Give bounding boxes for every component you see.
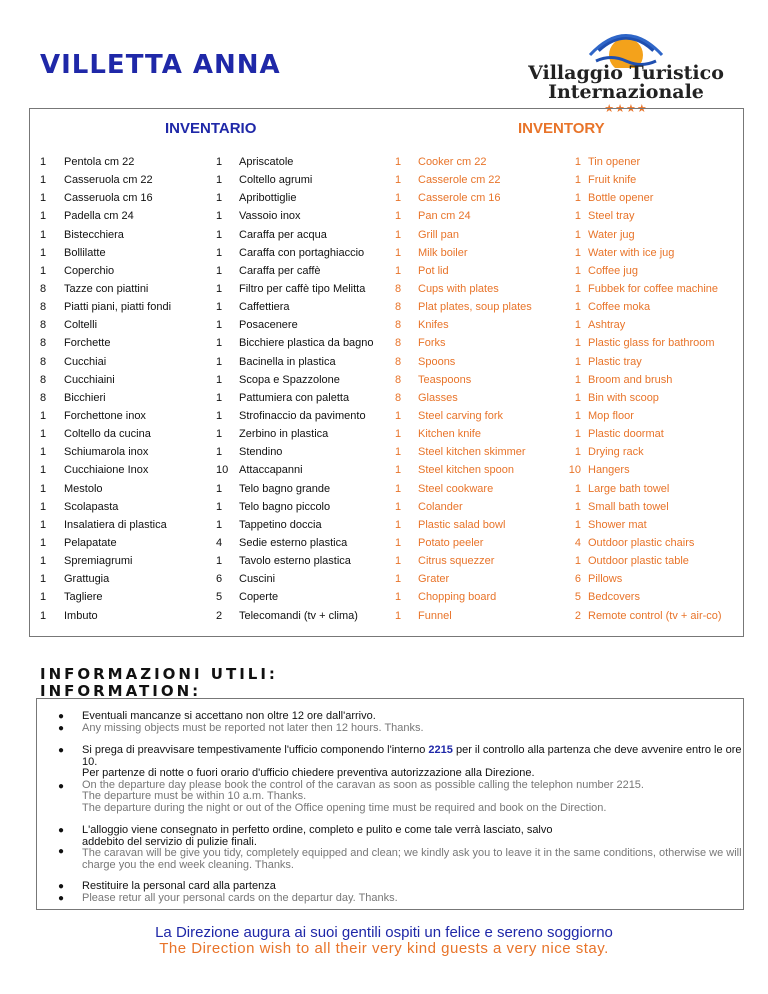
- inventory-row: [40, 588, 740, 606]
- qty-en-col1: 1: [395, 409, 402, 422]
- qty-it-col1: 1: [40, 555, 47, 568]
- note2-en-a: On the departure day please book the control of the caravan as soon as possible calling the telephon number 2215.: [82, 778, 644, 791]
- qty-it-col1: 1: [40, 482, 47, 495]
- item-en-col2: Bottle opener: [588, 192, 654, 205]
- qty-en-col1: 1: [395, 264, 402, 277]
- qty-it-col2: 1: [216, 210, 223, 223]
- qty-it-col2: 1: [216, 319, 223, 332]
- qty-it-col1: 1: [40, 500, 47, 513]
- inventory-row: [40, 552, 740, 570]
- qty-en-col2: 1: [574, 282, 581, 295]
- qty-en-col2: 4: [574, 536, 581, 549]
- item-en-col2: Outdoor plastic chairs: [588, 536, 695, 549]
- qty-en-col2: 1: [574, 246, 581, 259]
- inventory-row: [40, 298, 740, 316]
- qty-en-col1: 1: [395, 464, 402, 477]
- bullet-icon: ●: [58, 893, 65, 904]
- item-it-col2: Bacinella in plastica: [239, 355, 336, 368]
- qty-it-col1: 1: [40, 446, 47, 459]
- item-it-col1: Padella cm 24: [64, 210, 134, 223]
- qty-en-col2: 1: [574, 337, 581, 350]
- item-it-col1: Bicchieri: [64, 391, 106, 404]
- item-en-col1: Milk boiler: [418, 246, 468, 259]
- item-en-col2: Hangers: [588, 464, 630, 477]
- qty-it-col1: 8: [40, 319, 47, 332]
- inventario-heading: INVENTARIO: [165, 120, 257, 137]
- qty-it-col2: 1: [216, 446, 223, 459]
- qty-en-col1: 1: [395, 428, 402, 441]
- qty-en-col2: 10: [568, 464, 581, 477]
- item-en-col1: Grill pan: [418, 228, 459, 241]
- item-it-col2: Cuscini: [239, 573, 276, 586]
- item-it-col2: Scopa e Spazzolone: [239, 373, 340, 386]
- inventory-row: [40, 498, 740, 516]
- note3-it-b: addebito del servizio di pulizie finali.: [82, 835, 257, 848]
- note4-it: Restituire la personal card alla partenza: [82, 880, 276, 892]
- item-en-col1: Spoons: [418, 355, 456, 368]
- qty-it-col2: 1: [216, 228, 223, 241]
- item-it-col1: Cucchiaione Inox: [64, 464, 149, 477]
- bullet-icon: ●: [58, 723, 65, 734]
- qty-it-col2: 1: [216, 355, 223, 368]
- qty-en-col1: 8: [395, 282, 402, 295]
- item-en-col2: Remote control (tv + air-co): [588, 609, 722, 622]
- item-en-col2: Fubbek for coffee machine: [588, 282, 719, 295]
- item-it-col1: Casseruola cm 16: [64, 192, 153, 205]
- qty-en-col1: 8: [395, 301, 402, 314]
- item-en-col2: Pillows: [588, 573, 623, 586]
- item-it-col1: Tazze con piattini: [64, 282, 149, 295]
- qty-en-col1: 1: [395, 192, 402, 205]
- item-en-col2: Water jug: [588, 228, 635, 241]
- item-it-col2: Apribottiglie: [239, 192, 297, 205]
- qty-it-col2: 1: [216, 192, 223, 205]
- qty-it-col1: 1: [40, 536, 47, 549]
- qty-it-col1: 8: [40, 373, 47, 386]
- inventory-row: [40, 516, 740, 534]
- inventory-row: [40, 425, 740, 443]
- item-en-col1: Knifes: [418, 319, 449, 332]
- qty-en-col1: 1: [395, 500, 402, 513]
- qty-en-col1: 1: [395, 555, 402, 568]
- item-it-col1: Coltello da cucina: [64, 428, 151, 441]
- item-en-col1: Teaspoons: [418, 373, 472, 386]
- item-en-col2: Plastic tray: [588, 355, 642, 368]
- item-en-col1: Colander: [418, 500, 463, 513]
- item-it-col2: Coperte: [239, 591, 279, 604]
- qty-it-col1: 1: [40, 246, 47, 259]
- qty-it-col2: 1: [216, 174, 223, 187]
- inventory-row: [40, 353, 740, 371]
- item-en-col2: Shower mat: [588, 518, 647, 531]
- qty-en-col2: 2: [574, 609, 581, 622]
- item-en-col1: Plat plates, soup plates: [418, 301, 532, 314]
- note3-it-a: L'alloggio viene consegnato in perfetto ordine, completo e pulito e come tale verrà lasciato, salvo: [82, 824, 553, 836]
- item-en-col2: Bin with scoop: [588, 391, 659, 404]
- item-en-col2: Plastic doormat: [588, 428, 664, 441]
- note1-en: Any missing objects must be reported not later then 12 hours. Thanks.: [82, 721, 424, 734]
- note2-en-b: The departure must be within 10 a.m. Thanks.: [82, 790, 307, 802]
- item-it-col2: Attaccapanni: [239, 464, 303, 477]
- item-it-col2: Caffettiera: [239, 301, 290, 314]
- bullet-icon: ●: [58, 711, 65, 722]
- qty-en-col1: 1: [395, 246, 402, 259]
- qty-it-col2: 1: [216, 337, 223, 350]
- info-title-it: INFORMAZIONI UTILI:: [40, 665, 278, 683]
- inventory-row: [40, 189, 740, 207]
- item-it-col1: Grattugia: [64, 573, 110, 586]
- qty-en-col2: 1: [574, 409, 581, 422]
- qty-it-col1: 8: [40, 337, 47, 350]
- item-en-col1: Cooker cm 22: [418, 156, 487, 168]
- qty-it-col2: 10: [216, 464, 229, 477]
- qty-en-col1: 1: [395, 591, 402, 604]
- qty-en-col2: 1: [574, 156, 581, 168]
- inventory-row: [40, 262, 740, 280]
- qty-en-col2: 1: [574, 518, 581, 531]
- inventory-row: [40, 171, 740, 189]
- note2-it-b: per il controllo alla partenza che deve avvenire entro le ore 10.: [82, 744, 742, 768]
- qty-en-col1: 1: [395, 446, 402, 459]
- qty-en-col2: 1: [574, 482, 581, 495]
- item-en-col2: Large bath towel: [588, 482, 670, 495]
- qty-it-col2: 1: [216, 409, 223, 422]
- item-en-col1: Steel cookware: [418, 482, 494, 495]
- qty-it-col2: 6: [216, 573, 223, 586]
- item-en-col1: Kitchen knife: [418, 428, 481, 441]
- bullet-icon: ●: [58, 825, 65, 836]
- footer-en: The Direction wish to all their very kind guests a very nice stay.: [159, 940, 609, 957]
- qty-it-col1: 8: [40, 282, 47, 295]
- qty-it-col1: 8: [40, 301, 47, 314]
- qty-en-col1: 1: [395, 228, 402, 241]
- item-it-col2: Telo bagno piccolo: [239, 500, 331, 513]
- inventory-row: [40, 480, 740, 498]
- qty-en-col1: 8: [395, 373, 402, 386]
- qty-it-col1: 1: [40, 210, 47, 223]
- qty-en-col2: 1: [574, 391, 581, 404]
- qty-en-col2: 1: [574, 192, 581, 205]
- item-it-col1: Mestolo: [64, 482, 103, 495]
- inventory-row: [40, 316, 740, 334]
- logo-text-line1: Villaggio Turistico: [528, 62, 724, 84]
- item-en-col1: Pot lid: [418, 264, 449, 277]
- note2-it-a: [82, 745, 742, 768]
- item-en-col2: Bedcovers: [588, 591, 640, 604]
- item-en-col1: Funnel: [418, 609, 452, 622]
- item-en-col1: Casserole cm 16: [418, 192, 501, 205]
- qty-it-col2: 1: [216, 264, 223, 277]
- qty-it-col1: 1: [40, 228, 47, 241]
- item-en-col2: Plastic glass for bathroom: [588, 337, 715, 350]
- item-it-col1: Casseruola cm 22: [64, 174, 153, 187]
- bullet-icon: ●: [58, 745, 65, 756]
- item-en-col1: Forks: [418, 337, 446, 350]
- note2-en-c: The departure during the night or out of the Office opening time must be required and book on the Direction.: [82, 801, 607, 814]
- item-en-col1: Pan cm 24: [418, 210, 471, 223]
- item-it-col2: Strofinaccio da pavimento: [239, 409, 366, 422]
- item-en-col1: Grater: [418, 573, 450, 586]
- item-it-col2: Vassoio inox: [239, 210, 301, 223]
- bullet-icon: ●: [58, 781, 65, 792]
- item-it-col2: Tappetino doccia: [239, 518, 322, 531]
- item-en-col1: Plastic salad bowl: [418, 518, 506, 531]
- qty-it-col1: 1: [40, 409, 47, 422]
- qty-en-col1: 1: [395, 482, 402, 495]
- item-en-col1: Steel carving fork: [418, 409, 503, 422]
- item-it-col2: Coltello agrumi: [239, 174, 313, 187]
- item-it-col1: Spremiagrumi: [64, 555, 133, 568]
- note3-en: The caravan will be give you tidy, completely equipped and clean; we kindly ask you to leave it in the same conditions, otherwise we will charge you the end week cleaning. Thanks.: [82, 847, 742, 871]
- qty-it-col2: 1: [216, 282, 223, 295]
- bullet-icon: ●: [58, 881, 65, 892]
- bullet-icon: ●: [58, 846, 65, 857]
- item-it-col1: Piatti piani, piatti fondi: [64, 301, 172, 314]
- qty-en-col2: 1: [574, 355, 581, 368]
- qty-en-col2: 5: [574, 591, 581, 604]
- item-it-col1: Cucchiaini: [64, 373, 115, 386]
- qty-it-col2: 1: [216, 301, 223, 314]
- item-en-col1: Potato peeler: [418, 536, 484, 549]
- item-it-col2: Caraffa per caffè: [239, 264, 321, 277]
- qty-en-col1: 1: [395, 536, 402, 549]
- item-it-col2: Stendino: [239, 446, 283, 459]
- qty-en-col1: 1: [395, 518, 402, 531]
- item-it-col1: Cucchiai: [64, 355, 107, 368]
- inventory-row: [40, 389, 740, 407]
- qty-it-col2: 1: [216, 373, 223, 386]
- item-it-col1: Scolapasta: [64, 500, 119, 513]
- qty-en-col2: 1: [574, 319, 581, 332]
- item-en-col2: Tin opener: [588, 156, 641, 168]
- qty-it-col1: 1: [40, 464, 47, 477]
- inventory-row: [40, 371, 740, 389]
- inventory-row: [40, 443, 740, 461]
- inventory-row: [40, 461, 740, 479]
- qty-it-col2: 1: [216, 518, 223, 531]
- qty-it-col1: 8: [40, 355, 47, 368]
- item-it-col1: Coperchio: [64, 264, 115, 277]
- qty-it-col1: 1: [40, 609, 47, 622]
- note1-it: Eventuali mancanze si accettano non oltre 12 ore dall'arrivo.: [82, 710, 376, 722]
- qty-en-col2: 1: [574, 210, 581, 223]
- qty-it-col1: 1: [40, 591, 47, 604]
- qty-it-col2: 4: [216, 536, 223, 549]
- qty-en-col1: 8: [395, 391, 402, 404]
- footer-it: La Direzione augura ai suoi gentili ospiti un felice e sereno soggiorno: [155, 924, 613, 941]
- inventory-row: [40, 534, 740, 552]
- note2-it-a-text: Si prega di preavvisare tempestivamente l'ufficio componendo l'interno: [82, 744, 426, 756]
- qty-it-col1: 1: [40, 573, 47, 586]
- item-en-col1: Chopping board: [418, 591, 497, 604]
- item-it-col1: Imbuto: [64, 609, 98, 622]
- note-personal-card: [82, 881, 742, 904]
- item-it-col2: Bicchiere plastica da bagno: [239, 337, 374, 350]
- qty-en-col1: 1: [395, 609, 402, 622]
- qty-en-col2: 1: [574, 446, 581, 459]
- item-en-col2: Coffee moka: [588, 301, 651, 314]
- page-title: VILLETTA ANNA: [40, 50, 281, 80]
- qty-it-col2: 1: [216, 246, 223, 259]
- item-it-col1: Pelapatate: [64, 536, 117, 549]
- item-en-col2: Fruit knife: [588, 174, 637, 187]
- qty-it-col1: 1: [40, 264, 47, 277]
- item-it-col2: Tavolo esterno plastica: [239, 555, 351, 568]
- qty-it-col2: 1: [216, 391, 223, 404]
- qty-en-col2: 1: [574, 174, 581, 187]
- qty-it-col1: 1: [40, 192, 47, 205]
- qty-it-col1: 1: [40, 174, 47, 187]
- inventory-row: [40, 407, 740, 425]
- item-it-col1: Pentola cm 22: [64, 156, 135, 168]
- qty-en-col2: 6: [574, 573, 581, 586]
- inventory-row: [40, 153, 740, 171]
- item-it-col1: Bistecchiera: [64, 228, 124, 241]
- item-en-col2: Small bath towel: [588, 500, 669, 513]
- note-missing-items: [82, 711, 742, 734]
- item-it-col2: Caraffa con portaghiaccio: [239, 246, 365, 259]
- qty-en-col2: 1: [574, 555, 581, 568]
- item-en-col2: Mop floor: [588, 409, 634, 422]
- qty-it-col1: 1: [40, 428, 47, 441]
- inventory-list: [40, 153, 740, 625]
- qty-en-col1: 1: [395, 174, 402, 187]
- qty-it-col1: 1: [40, 518, 47, 531]
- extension-number: 2215: [428, 744, 453, 756]
- qty-en-col2: 1: [574, 301, 581, 314]
- item-en-col1: Citrus squezzer: [418, 555, 495, 568]
- note-departure: [82, 745, 742, 814]
- item-it-col1: Forchettone inox: [64, 409, 146, 422]
- note4-en: Please retur all your personal cards on the departur day. Thanks.: [82, 891, 398, 904]
- qty-it-col2: 1: [216, 428, 223, 441]
- item-en-col1: Steel kitchen skimmer: [418, 446, 526, 459]
- item-it-col2: Telo bagno grande: [239, 482, 331, 495]
- item-it-col2: Filtro per caffè tipo Melitta: [239, 282, 366, 295]
- qty-it-col2: 1: [216, 482, 223, 495]
- item-en-col2: Drying rack: [588, 446, 644, 459]
- item-it-col1: Bollilatte: [64, 246, 106, 259]
- item-it-col1: Tagliere: [64, 591, 103, 604]
- item-it-col2: Sedie esterno plastica: [239, 536, 348, 549]
- item-en-col2: Coffee jug: [588, 264, 638, 277]
- qty-it-col1: 8: [40, 391, 47, 404]
- inventory-row: [40, 244, 740, 262]
- qty-en-col1: 1: [395, 156, 402, 168]
- qty-en-col2: 1: [574, 373, 581, 386]
- qty-it-col2: 2: [216, 609, 223, 622]
- qty-it-col2: 5: [216, 591, 223, 604]
- inventory-row: [40, 570, 740, 588]
- item-it-col1: Insalatiera di plastica: [64, 518, 167, 531]
- qty-en-col2: 1: [574, 228, 581, 241]
- item-it-col1: Coltelli: [64, 319, 98, 332]
- item-it-col2: Zerbino in plastica: [239, 428, 329, 441]
- logo-stars: ★★★★: [604, 103, 648, 115]
- note2-it-c: Per partenze di notte o fuori orario d'ufficio chiedere preventiva autorizzazione alla Direzione.: [82, 767, 535, 779]
- qty-en-col1: 8: [395, 355, 402, 368]
- qty-en-col1: 1: [395, 573, 402, 586]
- qty-it-col2: 1: [216, 156, 223, 168]
- item-en-col2: Broom and brush: [588, 373, 673, 386]
- note-cleaning: [82, 825, 742, 871]
- qty-it-col2: 1: [216, 555, 223, 568]
- inventory-heading: INVENTORY: [518, 120, 605, 137]
- item-en-col1: Glasses: [418, 391, 458, 404]
- item-en-col1: Steel kitchen spoon: [418, 464, 515, 477]
- village-logo: [520, 28, 732, 115]
- item-it-col1: Forchette: [64, 337, 111, 350]
- item-it-col2: Apriscatole: [239, 156, 294, 168]
- inventory-row: [40, 226, 740, 244]
- qty-en-col1: 8: [395, 337, 402, 350]
- inventory-row: [40, 280, 740, 298]
- item-en-col1: Casserole cm 22: [418, 174, 501, 187]
- qty-en-col1: 8: [395, 319, 402, 332]
- logo-text-line2: Internazionale: [548, 81, 704, 103]
- item-it-col2: Pattumiera con paletta: [239, 391, 350, 404]
- item-it-col2: Caraffa per acqua: [239, 228, 327, 241]
- item-en-col2: Water with ice jug: [588, 246, 675, 259]
- info-title: [40, 666, 278, 700]
- item-it-col2: Posacenere: [239, 319, 298, 332]
- item-it-col2: Telecomandi (tv + clima): [239, 609, 358, 622]
- qty-en-col2: 1: [574, 264, 581, 277]
- item-it-col1: Schiumarola inox: [64, 446, 149, 459]
- item-en-col1: Cups with plates: [418, 282, 499, 295]
- item-en-col2: Steel tray: [588, 210, 635, 223]
- qty-it-col2: 1: [216, 500, 223, 513]
- qty-it-col1: 1: [40, 156, 47, 168]
- info-title-en: INFORMATION:: [40, 682, 202, 700]
- inventory-row: [40, 607, 740, 625]
- qty-en-col2: 1: [574, 500, 581, 513]
- qty-en-col1: 1: [395, 210, 402, 223]
- inventory-row: [40, 334, 740, 352]
- qty-en-col2: 1: [574, 428, 581, 441]
- inventory-row: [40, 207, 740, 225]
- item-en-col2: Outdoor plastic table: [588, 555, 689, 568]
- item-en-col2: Ashtray: [588, 319, 626, 332]
